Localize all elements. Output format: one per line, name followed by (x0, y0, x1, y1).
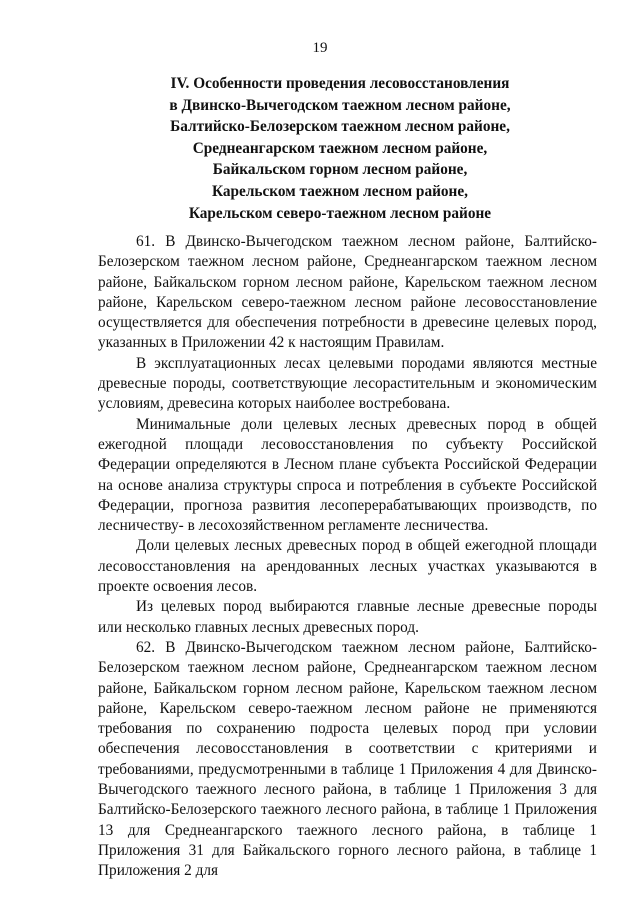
section-heading (60, 73, 620, 224)
paragraph: Минимальные доли целевых лесных древесных пород в общей ежегодной площади лесовосстановления по субъекту Российской Федерации определяются в Лесном плане субъекта Российской Федерации на основе анализа структуры спроса и потребления в субъекте Российской Федерации, прогноза развития лесоперерабатывающих производств, по лесничеству- в лесохозяйственном регламенте лесничества. (98, 415, 597, 535)
paragraph-62: 62. В Двинско-Вычегодском таежном лесном районе, Балтийско-Белозерском таежном лесном районе, Среднеангарском таежном лесном районе, Байкальском горном лесном районе, Карельском таежном лесном районе, Карельском северо-таежном лесном районе не применяются требования по сохранению подроста целевых пород при условии обеспечения лесовосстановления в соответствии с критериями и требованиями, предусмотренными в таблице 1 Приложения 4 для Двинско-Вычегодского таежного лесного района, в таблице 1 Приложения 3 для Балтийско-Белозерского таежного лесного района, в таблице 1 Приложения 13 для Среднеангарского таежного лесного района, в таблице 1 Приложения 31 для Байкальского горного лесного района, в таблице 1 Приложения 2 для (98, 638, 597, 880)
heading-line: Балтийско-Белозерском таежном лесном районе, (170, 118, 510, 136)
page-number: 19 (312, 40, 328, 56)
paragraph-61: 61. В Двинско-Вычегодском таежном лесном районе, Балтийско-Белозерском таежном лесном районе, Среднеангарском таежном лесном районе, Байкальском горном лесном районе, Карельском таежном лесном районе, Карельском северо-таежном лесном районе лесовосстановление осуществляется для обеспечения потребности в древесине целевых пород, указанных в Приложении 42 к настоящим Правилам. (98, 233, 597, 352)
paragraph: Доли целевых лесных древесных пород в общей ежегодной площади лесовосстановления на арендованных лесных участках указываются в проекте освоения лесов. (98, 537, 597, 596)
heading-line: Карельском таежном лесном районе, (212, 182, 468, 200)
heading-line: Карельском северо-таежном лесном районе (188, 204, 492, 222)
heading-line: IV. Особенности проведения лесовосстановления (170, 75, 510, 92)
body-text (98, 232, 597, 882)
paragraph: В эксплуатационных лесах целевыми породами являются местные древесные породы, соответствующие лесорастительным и экономическим условиям, древесина которых наиболее востребована. (98, 354, 597, 413)
heading-line: в Двинско-Вычегодском таежном лесном районе, (169, 96, 511, 114)
heading-line: Среднеангарском таежном лесном районе, (192, 139, 488, 157)
paragraph: Из целевых пород выбираются главные лесные древесные породы или несколько главных лесных древесных пород. (98, 598, 597, 636)
heading-line: Байкальском горном лесном районе, (212, 161, 468, 179)
